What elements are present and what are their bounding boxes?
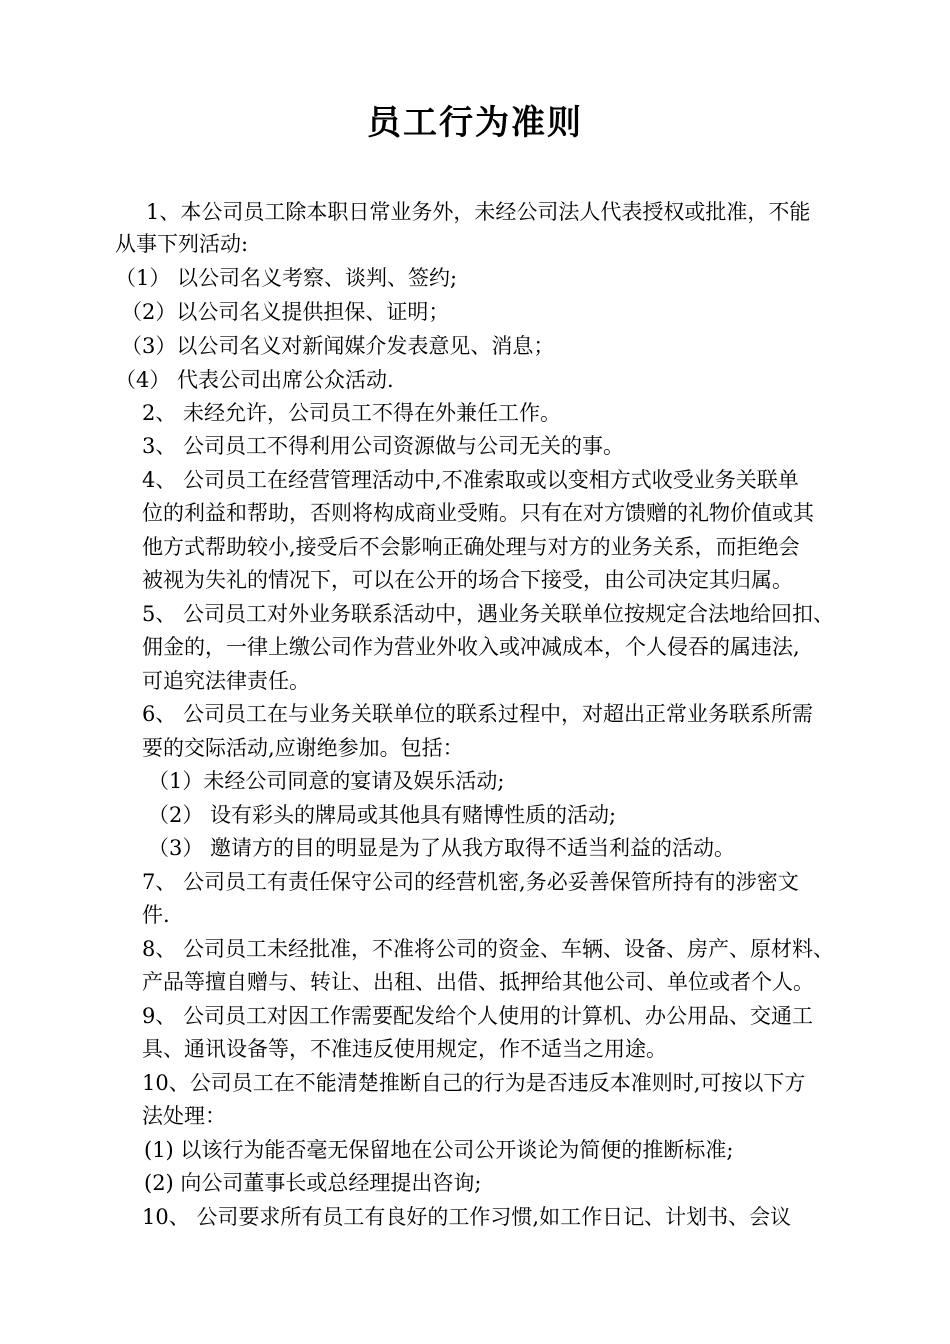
paragraph-line: 10、 公司要求所有员工有良好的工作习惯,如工作日记、计划书、会议 (142, 1205, 792, 1229)
document-title: 员工行为准则 (367, 103, 583, 143)
paragraph-line: 从事下列活动: (115, 232, 249, 256)
list-item: （2） 设有彩头的牌局或其他具有赌博性质的活动; (148, 803, 617, 827)
paragraph-line: 8、 公司员工未经批准，不准将公司的资金、车辆、设备、房产、原材料、 (142, 937, 835, 961)
paragraph-line: 6、 公司员工在与业务关联单位的联系过程中，对超出正常业务联系所需 (142, 702, 814, 726)
paragraph-line: 佣金的，一律上缴公司作为营业外收入或冲减成本，个人侵吞的属违法, (142, 635, 800, 659)
paragraph-line: 产品等擅自赠与、转让、出租、出借、抵押给其他公司、单位或者个人。 (142, 970, 814, 994)
paragraph-line: 2、 未经允许，公司员工不得在外兼任工作。 (142, 401, 562, 425)
list-item: （2）以公司名义提供担保、证明； (121, 300, 450, 324)
paragraph-line: 法处理： (142, 1104, 226, 1128)
paragraph-line: 1、本公司员工除本职日常业务外，未经公司法人代表授权或批准，不能 (146, 200, 811, 224)
list-item: (1) 以该行为能否毫无保留地在公司公开谈论为简便的推断标准; (144, 1138, 734, 1162)
list-item: (2) 向公司董事长或总经理提出咨询; (144, 1171, 482, 1195)
list-item: （3）以公司名义对新闻媒介发表意见、消息； (121, 334, 555, 358)
list-item: （1）未经公司同意的宴请及娱乐活动; (148, 769, 505, 793)
list-item: （4） 代表公司出席公众活动. (115, 368, 394, 392)
paragraph-line: 10、公司员工在不能清楚推断自己的行为是否违反本准则时,可按以下方 (142, 1071, 806, 1095)
paragraph-line: 可追究法律责任。 (142, 669, 310, 693)
paragraph-line: 他方式帮助较小,接受后不会影响正确处理与对方的业务关系，而拒绝会 (142, 535, 800, 559)
paragraph-line: 要的交际活动,应谢绝参加。包括： (142, 736, 464, 760)
paragraph-line: 位的利益和帮助，否则将构成商业受贿。只有在对方馈赠的礼物价值或其 (142, 501, 814, 525)
paragraph-line: 4、 公司员工在经营管理活动中,不准索取或以变相方式收受业务关联单 (142, 468, 799, 492)
paragraph-line: 件. (142, 903, 170, 927)
paragraph-line: 被视为失礼的情况下，可以在公开的场合下接受，由公司决定其归属。 (142, 568, 793, 592)
paragraph-line: 7、 公司员工有责任保守公司的经营机密,务必妥善保管所持有的涉密文 (142, 870, 799, 894)
list-item: （3） 邀请方的目的明显是为了从我方取得不适当利益的活动。 (148, 836, 736, 860)
list-item: （1） 以公司名义考察、谈判、签约; (115, 266, 458, 290)
paragraph-line: 5、 公司员工对外业务联系活动中，遇业务关联单位按规定合法地给回扣、 (142, 602, 835, 626)
paragraph-line: 3、 公司员工不得利用公司资源做与公司无关的事。 (142, 434, 625, 458)
paragraph-line: 具、通讯设备等，不准违反使用规定，作不适当之用途。 (142, 1037, 667, 1061)
paragraph-line: 9、 公司员工对因工作需要配发给个人使用的计算机、办公用品、交通工 (142, 1004, 814, 1028)
